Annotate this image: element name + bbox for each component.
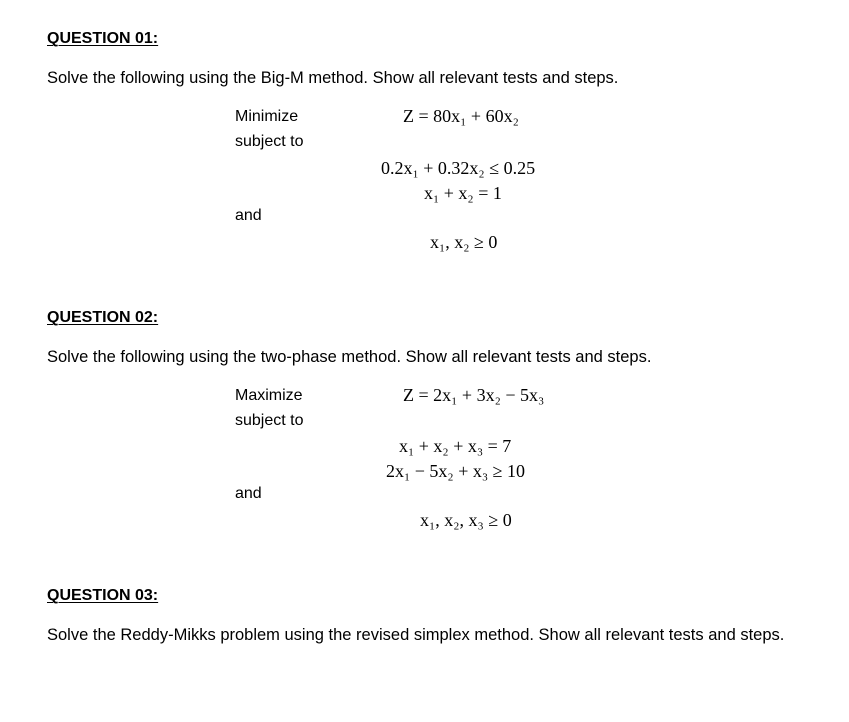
question-02-heading: QUESTION 02:: [47, 309, 159, 326]
question-02-instruction: Solve the following using the two-phase method. Show all relevant tests and steps.: [47, 348, 652, 366]
q1-and-label: and: [235, 207, 262, 224]
q1-objective-function: [403, 106, 519, 127]
q2-and-label: and: [235, 485, 262, 502]
q2-constraint-2: 2x₁ − 5x₂ + x₃ ≥ 10: [386, 461, 526, 481]
question-01-instruction: Solve the following using the Big-M method. Show all relevant tests and steps.: [47, 69, 619, 87]
q1-constraint-1: 0.2x₁ + 0.32x₂ ≤ 0.25: [381, 158, 536, 178]
q2-objective-label: Maximize: [235, 387, 303, 404]
q1-objective-label: Minimize: [235, 108, 299, 125]
question-03-heading: QUESTION 03:: [47, 587, 159, 604]
q2-subject-to-label: subject to: [235, 412, 304, 429]
question-01-heading: QUESTION 01:: [47, 30, 159, 47]
q1-subject-to-label: subject to: [235, 133, 304, 150]
q2-constraint-1: x₁ + x₂ + x₃ = 7: [399, 436, 512, 456]
question-03-instruction: Solve the Reddy-Mikks problem using the revised simplex method. Show all relevant tests and steps.: [47, 626, 785, 644]
q2-objective-function: Z = 2x₁ + 3x₂ − 5x₃: [403, 385, 545, 405]
q1-objective-function-text: Z = 80x₁ + 60x₂: [403, 106, 519, 126]
q2-nonnegativity: x₁, x₂, x₃ ≥ 0: [420, 510, 512, 530]
q1-nonnegativity: x₁, x₂ ≥ 0: [430, 232, 498, 252]
q1-constraint-2: x₁ + x₂ = 1: [424, 183, 502, 203]
